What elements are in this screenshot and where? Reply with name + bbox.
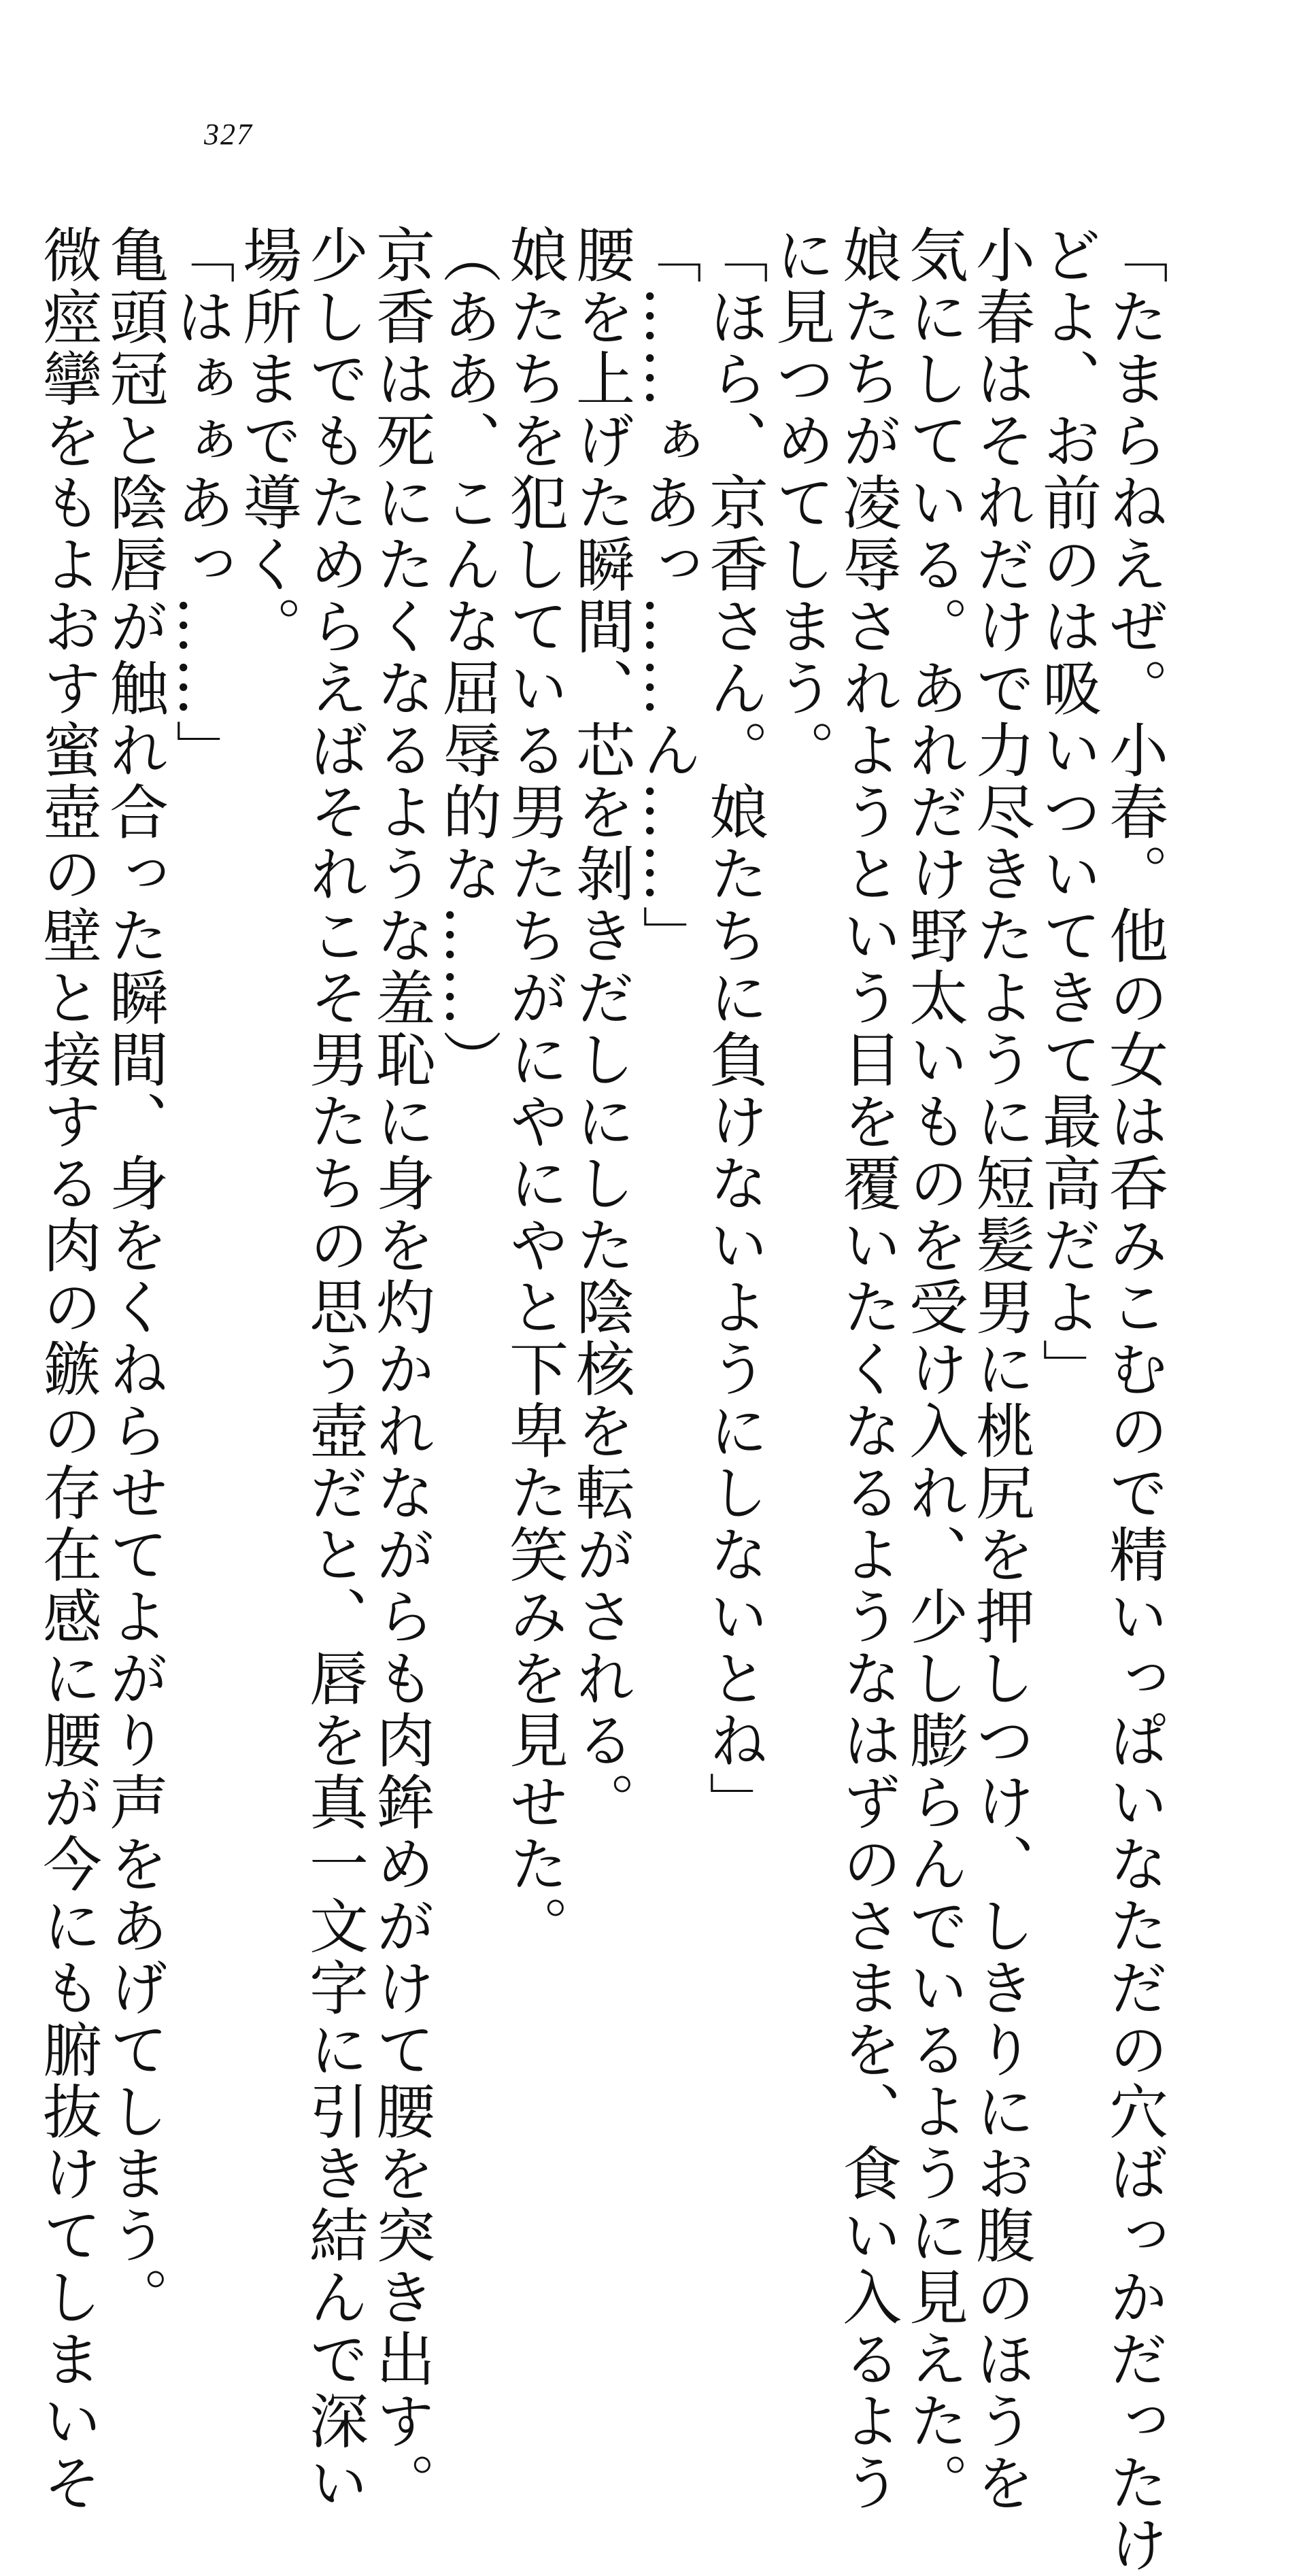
text-line-11: （ああ、こんな屈辱的な……） <box>433 224 502 1091</box>
vertical-text-body <box>33 224 1168 2576</box>
text-line-15: 「はぁぁあっ……」 <box>166 224 235 781</box>
text-line-17: 微痙攣をもよおす蜜壺の壁と接する肉の鏃の存在感に腰が今にも腑抜けてしまいそ <box>33 224 102 2514</box>
text-line-9: 腰を上げた瞬間、芯を剝きだしにした陰核を転がされる。 <box>566 224 635 1833</box>
text-line-16: 亀頭冠と陰唇が触れ合った瞬間、身をくねらせてよがり声をあげてしまう。 <box>99 224 169 2328</box>
text-line-12: 京香は死にたくなるような羞恥に身を灼かれながらも肉鉾めがけて腰を突き出す。 <box>366 224 435 2514</box>
text-line-4: 気にしている。あれだけ野太いものを受け入れ、少し膨らんでいるように見えた。 <box>899 224 968 2514</box>
text-line-13: 少しでもためらえばそれこそ男たちの思う壺だと、唇を真一文字に引き結んで深い <box>299 224 369 2514</box>
text-line-10: 娘たちを犯している男たちがにやにやと下卑た笑みを見せた。 <box>499 224 569 1957</box>
text-line-1: 「たまらねえぜ。小春。他の女は呑みこむので精いっぱいなただの穴ばっかだったけ <box>1099 224 1168 2576</box>
text-line-5: 娘たちが凌辱されようという目を覆いたくなるようなはずのさまを、食い入るよう <box>832 224 902 2514</box>
text-line-2: どよ、お前のは吸いついてきて最高だよ」 <box>1032 224 1102 1400</box>
page-number: 327 <box>204 118 253 151</box>
text-line-14: 場所まで導く。 <box>233 224 302 658</box>
text-line-6: に見つめてしまう。 <box>766 224 835 781</box>
text-line-3: 小春はそれだけで力尽きたように短髪男に桃尻を押しつけ、しきりにお腹のほうを <box>966 224 1035 2514</box>
text-line-7: 「ほら、京香さん。娘たちに負けないようにしないとね」 <box>699 224 768 1833</box>
text-line-8: 「……ぁあっ……ん……」 <box>632 224 702 967</box>
